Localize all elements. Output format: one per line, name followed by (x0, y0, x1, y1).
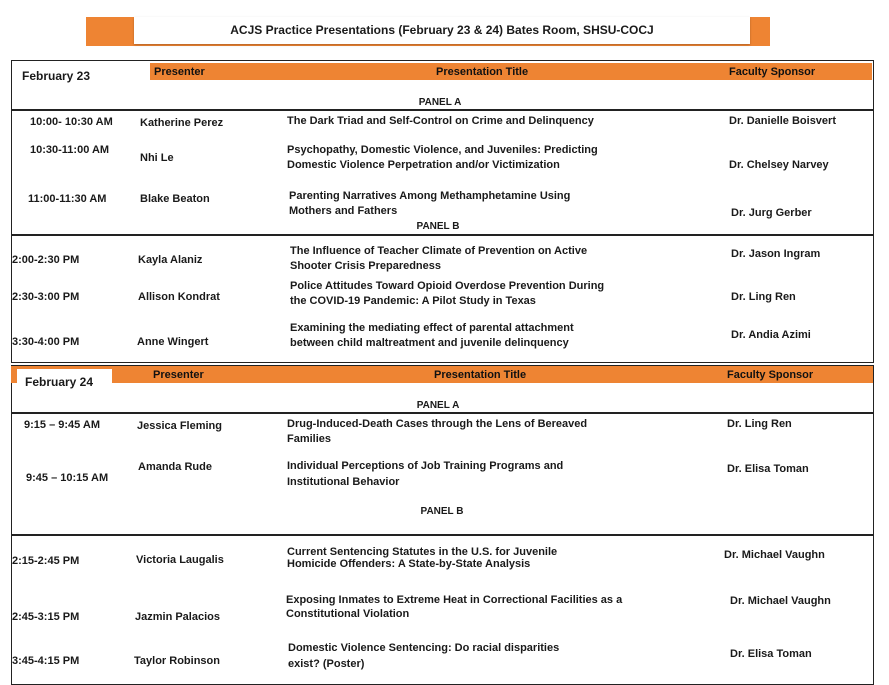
day2-label: February 24 (25, 375, 94, 389)
table-row-title-line: The Influence of Teacher Climate of Prevention on Active (290, 245, 588, 257)
table-row-title-line: Examining the mediating effect of parental attachment (290, 322, 574, 334)
table-row-presenter: Victoria Laugalis (136, 554, 224, 566)
day2-panel-b: PANEL B (420, 506, 464, 517)
table-row-title-line: Homicide Offenders: A State-by-State Analysis (287, 558, 531, 570)
day2-panel-a-rule (11, 412, 873, 414)
day1-label: February 23 (22, 69, 91, 83)
table-row-sponsor: Dr. Danielle Boisvert (729, 115, 836, 127)
day1-header-title: Presentation Title (436, 66, 529, 78)
table-row-time: 10:00- 10:30 AM (30, 116, 113, 128)
document-title: ACJS Practice Presentations (February 23 & 24) Bates Room, SHSU-COCJ (230, 23, 654, 37)
table-row-presenter: Katherine Perez (140, 117, 224, 129)
table-row-presenter: Jessica Fleming (137, 420, 222, 432)
table-row-sponsor: Dr. Andia Azimi (731, 329, 811, 341)
table-row-time: 2:30-3:00 PM (12, 291, 80, 303)
table-row-title-line: exist? (Poster) (288, 658, 365, 670)
table-row-presenter: Nhi Le (140, 152, 174, 164)
table-row-sponsor: Dr. Michael Vaughn (724, 549, 825, 561)
day1-panel-a-rule (11, 109, 873, 111)
table-row-time: 11:00-11:30 AM (28, 193, 107, 205)
table-row-title-line: Mothers and Fathers (289, 205, 398, 217)
day2-header-sponsor: Faculty Sponsor (727, 369, 814, 381)
table-row-time: 9:45 – 10:15 AM (26, 472, 109, 484)
table-row-time: 10:30-11:00 AM (30, 144, 110, 156)
table-row-title-line: Constitutional Violation (286, 608, 410, 620)
table-row-presenter: Jazmin Palacios (135, 611, 220, 623)
table-row-title-line: the COVID-19 Pandemic: A Pilot Study in Texas (290, 295, 536, 307)
table-row-sponsor: Dr. Jason Ingram (731, 248, 821, 260)
table-row-title-line: Institutional Behavior (287, 476, 400, 488)
table-row-title-line: Parenting Narratives Among Methamphetamine Using (289, 190, 571, 202)
table-row-title-line: Police Attitudes Toward Opioid Overdose Prevention During (290, 280, 605, 292)
table-row-presenter: Kayla Alaniz (138, 254, 203, 266)
table-row-title-line: Families (287, 433, 332, 445)
day2-panel-b-rule (11, 534, 873, 536)
table-row-sponsor: Dr. Elisa Toman (727, 463, 809, 475)
table-row-title-line: Psychopathy, Domestic Violence, and Juveniles: Predicting (287, 144, 598, 156)
table-row-title-line: Shooter Crisis Preparedness (290, 260, 442, 272)
table-row-time: 3:45-4:15 PM (12, 655, 80, 667)
table-row-sponsor: Dr. Michael Vaughn (730, 595, 831, 607)
table-row-title-line: Domestic Violence Perpetration and/or Victimization (287, 159, 560, 171)
table-row-title-line: Drug-Induced-Death Cases through the Lens of Bereaved (287, 418, 588, 430)
table-row-presenter: Amanda Rude (138, 461, 212, 473)
day1-header-presenter: Presenter (154, 66, 205, 78)
day1-header-sponsor: Faculty Sponsor (729, 66, 816, 78)
table-row-presenter: Taylor Robinson (134, 655, 220, 667)
day2-header-presenter: Presenter (153, 369, 204, 381)
table-row-presenter: Allison Kondrat (138, 291, 220, 303)
table-row-time: 2:45-3:15 PM (12, 611, 80, 623)
table-row-presenter: Blake Beaton (140, 193, 210, 205)
table-row-time: 3:30-4:00 PM (12, 336, 80, 348)
table-row-sponsor: Dr. Ling Ren (727, 418, 792, 430)
table-row-time: 2:00-2:30 PM (12, 254, 80, 266)
table-row-title-line: Individual Perceptions of Job Training Programs and (287, 460, 564, 472)
table-row-presenter: Anne Wingert (137, 336, 209, 348)
table-row-sponsor: Dr. Elisa Toman (730, 648, 812, 660)
table-row-title-line: Current Sentencing Statutes in the U.S. for Juvenile (287, 546, 558, 558)
table-row-sponsor: Dr. Jurg Gerber (731, 207, 812, 219)
day1-panel-b: PANEL B (416, 221, 460, 232)
table-row-title-line: between child maltreatment and juvenile delinquency (290, 337, 569, 349)
day1-panel-a: PANEL A (418, 97, 462, 108)
table-row-time: 2:15-2:45 PM (12, 555, 80, 567)
table-row-title-line: The Dark Triad and Self-Control on Crime and Delinquency (287, 115, 594, 127)
table-row-sponsor: Dr. Chelsey Narvey (729, 159, 829, 171)
day1-panel-b-rule (11, 234, 873, 236)
table-row-sponsor: Dr. Ling Ren (731, 291, 796, 303)
day2-panel-a: PANEL A (416, 400, 460, 411)
day2-header-title: Presentation Title (434, 369, 527, 381)
table-row-time: 9:15 – 9:45 AM (24, 419, 101, 431)
table-row-title-line: Exposing Inmates to Extreme Heat in Correctional Facilities as a (286, 594, 623, 606)
table-row-title-line: Domestic Violence Sentencing: Do racial disparities (288, 642, 560, 654)
